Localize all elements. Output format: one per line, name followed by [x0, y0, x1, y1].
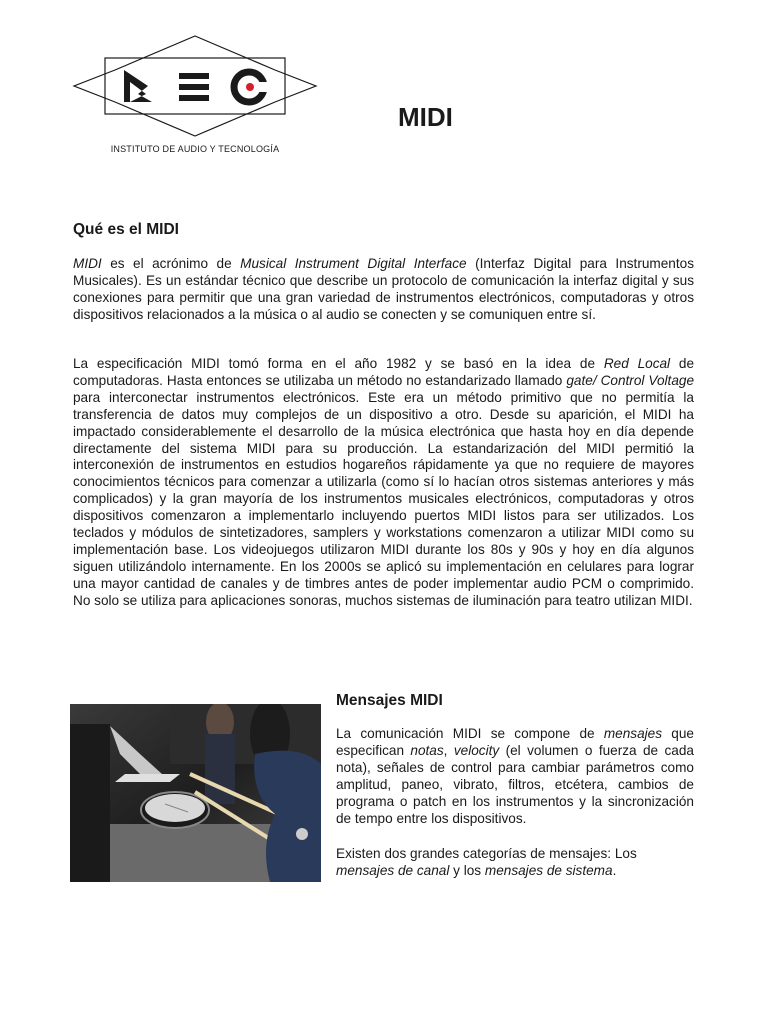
logo-bar-2 [179, 84, 209, 90]
section-heading-mensajes: Mensajes MIDI [336, 692, 443, 709]
section1-paragraph-2: La especificación MIDI tomó forma en el año 1982 y se basó en la idea de Red Local de computadoras. Hasta entonces se utilizaba un método no estandarizado llamado gate/ Control Voltage para interconectar instrumentos electrónicos. Este era un método primitivo que no permitía la transferencia de datos muy complejos de un dispositivo a otro. Desde su aparición, el MIDI ha impactado considerablemente el desarrollo de la música electrónica que hasta hoy en día depende directamente del sistema MIDI para su producción. La estandarización del MIDI permitió la interconexión de instrumentos en estudios hogareños rápidamente ya que no requiere de mayores conocimientos técnicos para comenzar a utilizarla (como sí lo hacían otros sistemas anteriores y más complicados) y la gran mayoría de los instrumentos musicales electrónicos, computadoras y otros dispositivos comenzaron a implementarlo incluyendo puertos MIDI listos para ser utilizados. Los teclados y módulos de sintetizadores, samplers y workstations comenzaron a utilizar MIDI como su implementación base. Los videojuegos utilizaron MIDI durante los 80s y 90s y hoy en día algunos siguen utilizándolo internamente. En los 2000s se aplicó su implementación en celulares para lograr una mayor cantidad de canales y de timbres antes de poder implementar audio PCM o comprimido. No solo se utiliza para aplicaciones sonoras, muchos sistemas de iluminación para teatro utilizan MIDI. [73, 356, 695, 608]
logo-play-glyph [124, 70, 152, 102]
page-title: MIDI [398, 102, 453, 132]
section-heading-que-es: Qué es el MIDI [73, 221, 179, 238]
logo-bar-1 [179, 73, 209, 79]
section1-paragraph-1: MIDI es el acrónimo de Musical Instrument Digital Interface (Interfaz Digital para Instrumentos Musicales). Es un estándar técnico que describe un protocolo de comunicación la interfaz digital y sus conexiones para permitir que una gran variedad de instrumentos electrónicos, computadoras y otros dispositivos relacionados a la música o al audio se conecten y se comuniquen entre sí. [73, 256, 694, 322]
logo-red-dot [246, 83, 254, 91]
logo-subtitle: INSTITUTO DE AUDIO Y TECNOLOGÍA [110, 144, 280, 154]
drummer-photo-icon [70, 704, 321, 882]
drummer-photo [70, 704, 321, 882]
section2-paragraph-1: La comunicación MIDI se compone de mensajes que especifican notas, velocity (el volumen o fuerza de cada nota), señales de control para cambiar parámetros como amplitud, paneo, vibrato, filtros, etcétera, cambios de programa o patch en los instrumentos y la sincronización de tempo entre los dispositivos. [336, 726, 694, 826]
logo-bar-3 [179, 95, 209, 101]
section2-paragraph-2: Existen dos grandes categorías de mensajes: Los mensajes de canal y los mensajes de sistema. [336, 846, 637, 878]
rec-logo [72, 34, 318, 138]
